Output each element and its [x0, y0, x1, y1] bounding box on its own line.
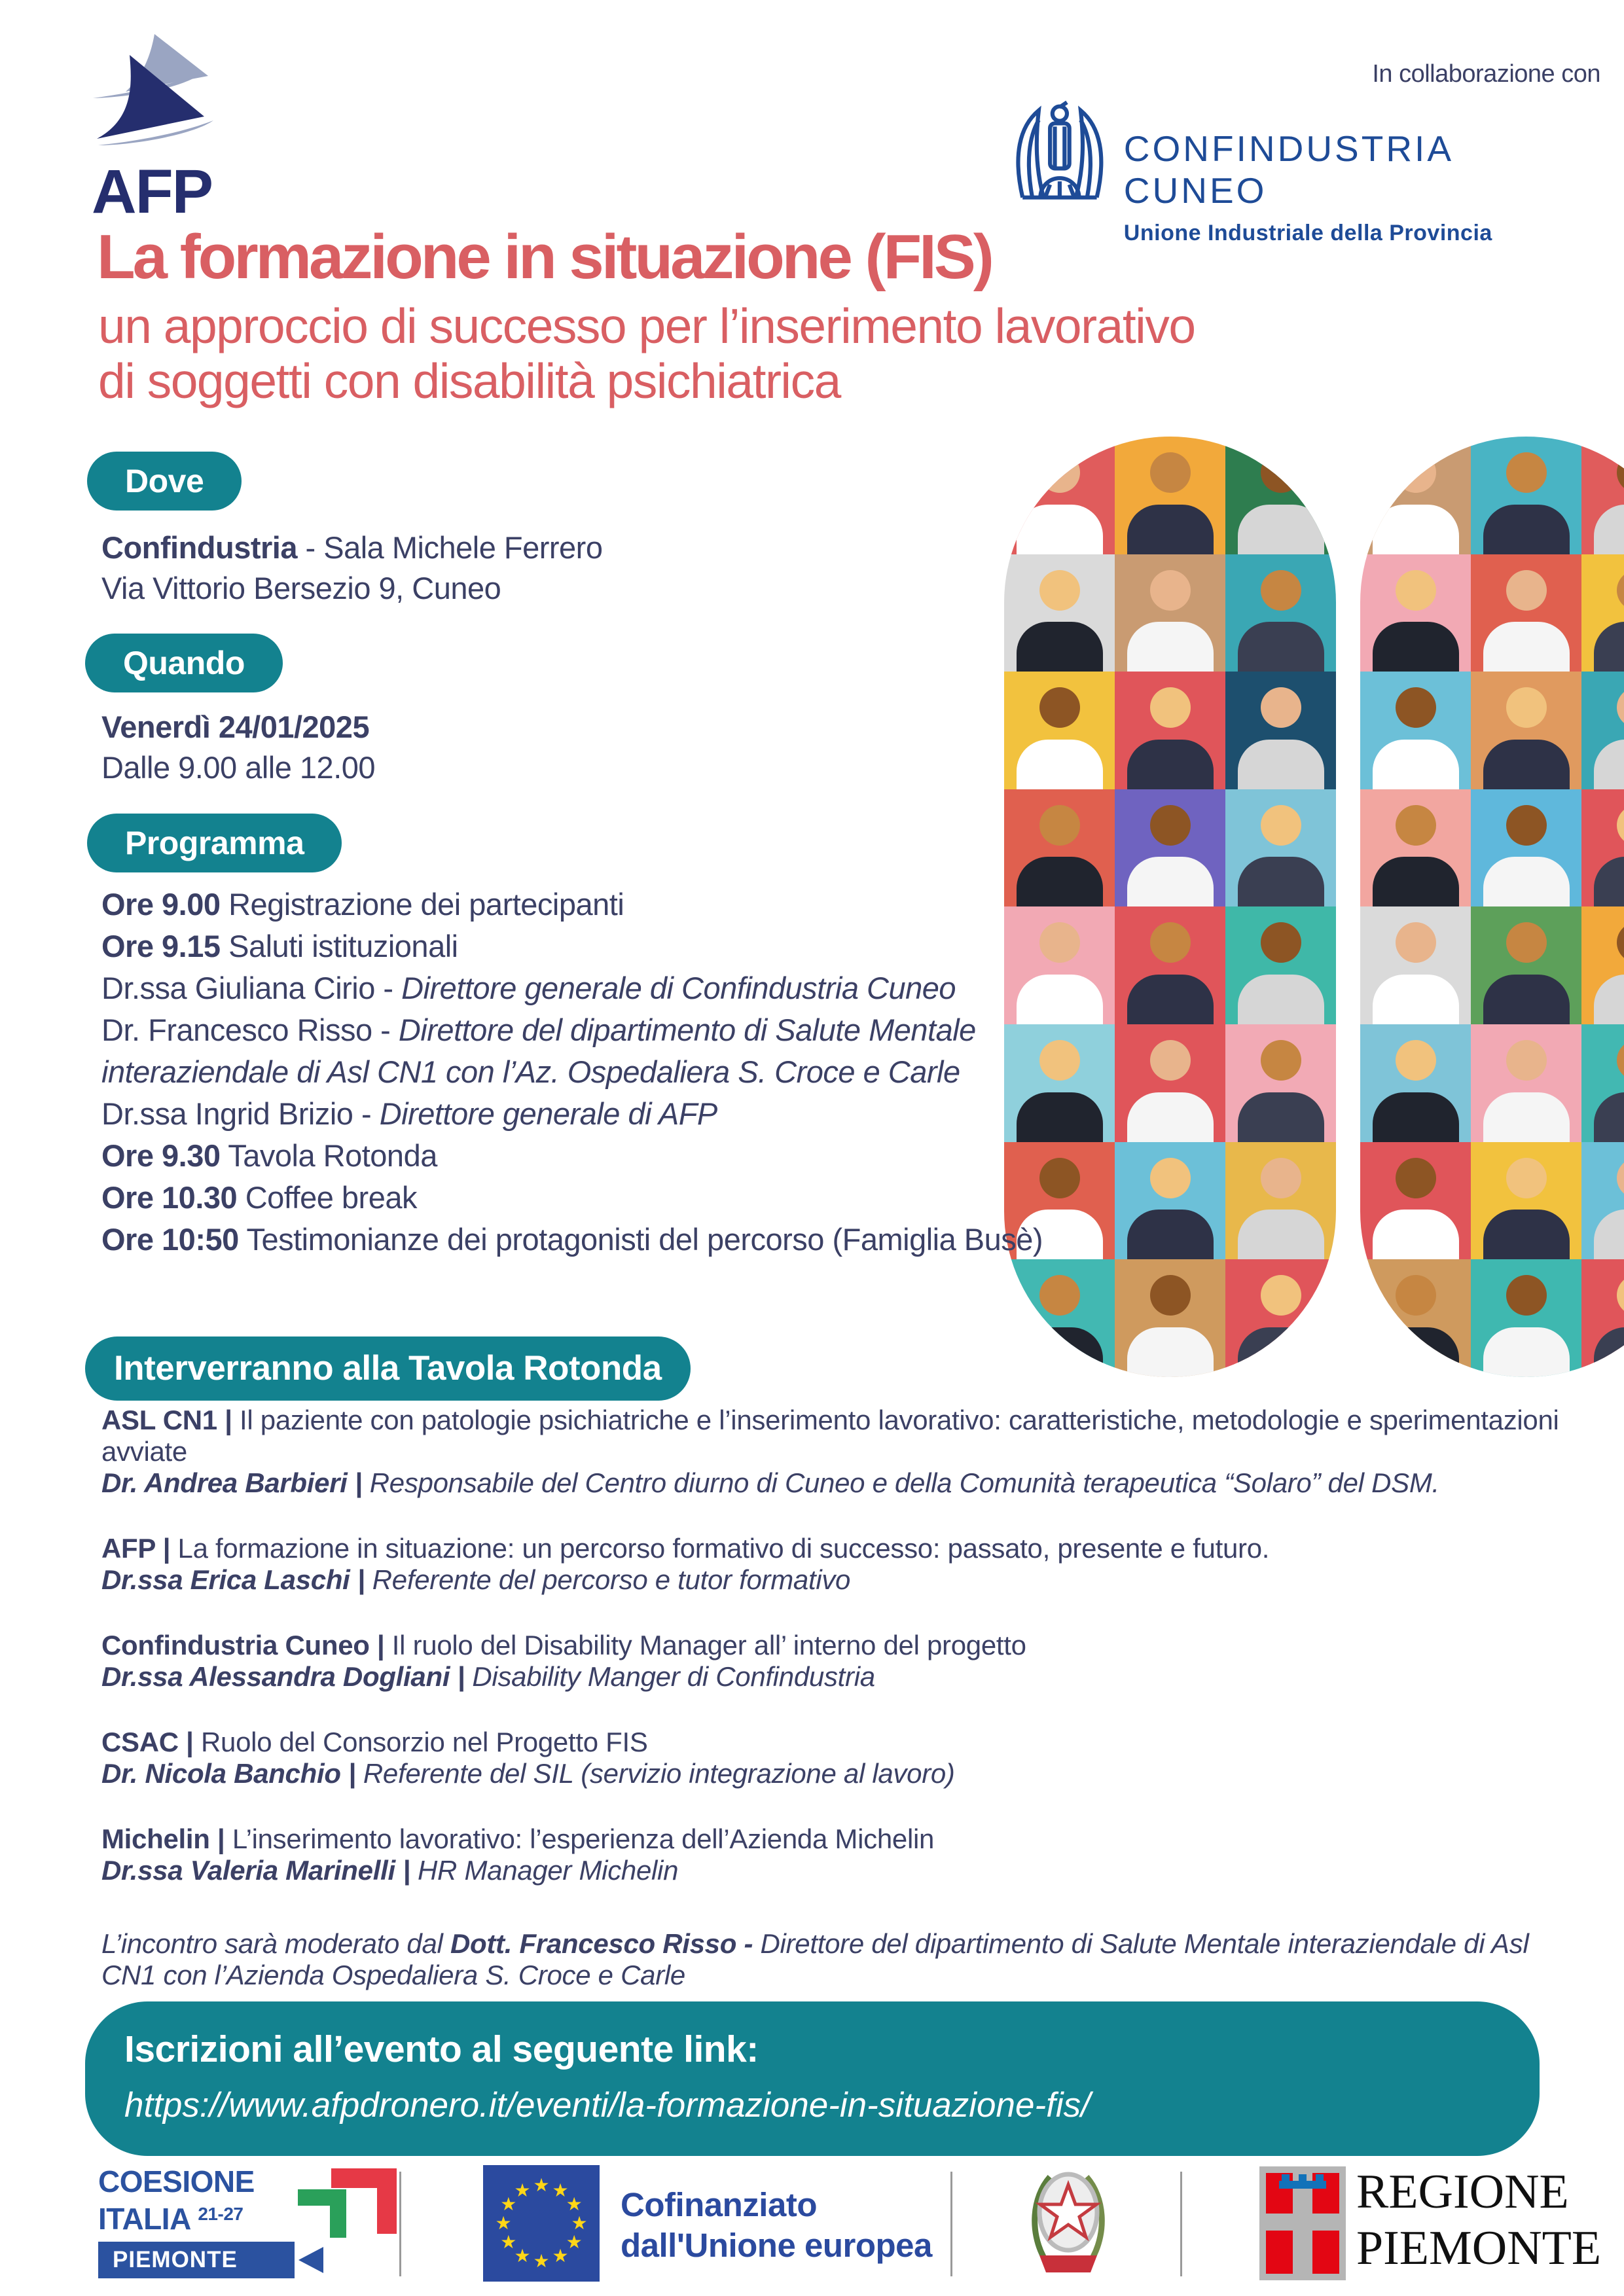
collaboration-block	[1011, 60, 1600, 246]
collage-photo-cell	[1471, 906, 1581, 1024]
eu-star-icon: ★	[566, 2194, 583, 2214]
venue-address: Via Vittorio Bersezio 9, Cuneo	[101, 571, 501, 605]
collage-photo-cell	[1225, 906, 1336, 1024]
venue-name: Confindustria	[101, 530, 297, 565]
eu-star-icon: ★	[500, 2194, 517, 2214]
coesione-line2: ITALIA $^{21-27}$	[98, 2202, 244, 2236]
photo-collage-right	[1360, 437, 1624, 1377]
eu-star-icon: ★	[514, 2179, 531, 2200]
afp-logo	[92, 33, 249, 236]
collage-photo-cell	[1004, 672, 1115, 789]
collage-photo-cell	[1004, 554, 1115, 672]
programma-list	[101, 884, 1090, 1261]
speaker-entry: Michelin | L’inserimento lavorativo: l’esperienza dell’Azienda Michelin Dr.ssa Valeria Marinelli | HR Manager Michelin	[101, 1823, 935, 1886]
collage-photo-cell	[1115, 437, 1225, 554]
afp-arrows-icon	[92, 33, 229, 157]
footer-divider	[950, 2172, 952, 2276]
collage-photo-cell	[1471, 672, 1581, 789]
eu-star-icon: ★	[571, 2213, 588, 2233]
speaker-entry: CSAC | Ruolo del Consorzio nel Progetto FIS Dr. Nicola Banchio | Referente del SIL (servizio integrazione al lavoro)	[101, 1727, 955, 1789]
collage-photo-cell	[1581, 554, 1624, 672]
eu-star-icon: ★	[566, 2232, 583, 2252]
piemonte-shield-icon	[1259, 2166, 1346, 2280]
collage-photo-cell	[1004, 1259, 1115, 1377]
collage-photo-cell	[1225, 437, 1336, 554]
collage-photo-cell	[1115, 672, 1225, 789]
collage-photo-cell	[1581, 906, 1624, 1024]
collage-photo-cell	[1581, 1142, 1624, 1260]
badge-programma: Programma	[87, 814, 342, 872]
badge-dove: Dove	[87, 452, 242, 511]
event-time: Dalle 9.00 alle 12.00	[101, 750, 376, 785]
collage-photo-cell	[1360, 554, 1471, 672]
collage-photo-cell	[1360, 1259, 1471, 1377]
collage-photo-cell	[1471, 1024, 1581, 1142]
eu-star-icon: ★	[533, 2175, 550, 2195]
collage-photo-cell	[1115, 1142, 1225, 1260]
datetime-block	[101, 707, 375, 788]
moderator-note: L’incontro sarà moderato dal Dott. Francesco Risso - Direttore del dipartimento di Salute Mentale interaziendale di Asl CN1 con l’Azienda Ospedaliera S. Croce e Carle	[101, 1928, 1529, 1990]
collage-photo-cell	[1115, 789, 1225, 907]
eu-star-icon: ★	[495, 2213, 512, 2233]
collage-photo-cell	[1471, 554, 1581, 672]
eu-star-icon: ★	[552, 2246, 569, 2267]
collage-photo-cell	[1360, 672, 1471, 789]
collage-photo-cell	[1225, 1142, 1336, 1260]
eu-star-icon: ★	[533, 2251, 550, 2271]
collage-photo-cell	[1225, 1259, 1336, 1377]
afp-logo-text: AFP	[92, 157, 212, 226]
collage-photo-cell	[1360, 789, 1471, 907]
collage-photo-cell	[1581, 1024, 1624, 1142]
footer-divider	[1180, 2172, 1182, 2276]
coesione-line1: COESIONE	[98, 2164, 255, 2198]
collage-photo-cell	[1115, 554, 1225, 672]
collage-photo-cell	[1225, 1024, 1336, 1142]
speaker-entry: AFP | La formazione in situazione: un percorso formativo di successo: passato, presente e futuro. Dr.ssa Erica Laschi | Referente del percorso e tutor formativo	[101, 1533, 1270, 1595]
regione-piemonte-label: REGIONE PIEMONTE	[1356, 2165, 1602, 2275]
collage-photo-cell	[1471, 1259, 1581, 1377]
speaker-entry: ASL CN1 | Il paziente con patologie psichiatriche e l’inserimento lavorativo: caratteristiche, metodologie e sperimentazioni avviate Dr. Andrea Barbieri | Responsabile del Centro diurno di Cuneo e della Comunità terapeutica “Solaro” del DSM.	[101, 1405, 1559, 1498]
eu-star-icon: ★	[500, 2232, 517, 2252]
collage-photo-cell	[1360, 906, 1471, 1024]
collage-photo-cell	[1360, 1142, 1471, 1260]
collage-photo-cell	[1225, 789, 1336, 907]
venue-block	[101, 528, 602, 609]
coesione-piemonte-banner: PIEMONTE	[98, 2242, 295, 2278]
venue-room: - Sala Michele Ferrero	[297, 530, 603, 565]
footer-divider	[399, 2172, 401, 2276]
venue-line	[101, 528, 602, 568]
coesione-logo	[98, 2165, 295, 2278]
registration-link[interactable]: https://www.afpdronero.it/eventi/la-formazione-in-situazione-fis/	[124, 2086, 1091, 2125]
badge-quando: Quando	[85, 634, 283, 692]
collage-photo-cell	[1581, 1259, 1624, 1377]
programma-item: Ore 9.00 Registrazione dei partecipanti Ore 9.15 Saluti istituzionali Dr.ssa Giuliana Cirio - Direttore generale di Confindustria Cuneo Dr. Francesco Risso - Direttore del dipartimento di Salute Mentale interaziendale di Asl CN1 con l’Az. Ospedaliera S. Croce e Carle Dr.ssa Ingrid Brizio - Direttore generale di AFP Ore 9.30 Tavola Rotonda Ore 10.30 Coffee break Ore 10:50 Testimonianze dei protagonisti del percorso (Famiglia Busè)	[101, 887, 1043, 1257]
speakers-list	[101, 1405, 1584, 1991]
collage-photo-cell	[1115, 906, 1225, 1024]
coesione-years: 21-27	[198, 2204, 244, 2224]
collage-photo-cell	[1360, 1024, 1471, 1142]
collage-photo-cell	[1581, 789, 1624, 907]
collage-photo-cell	[1225, 672, 1336, 789]
collage-photo-cell	[1581, 672, 1624, 789]
eu-star-icon: ★	[552, 2179, 569, 2200]
collage-photo-cell	[1471, 789, 1581, 907]
eu-cofinancing-label: Cofinanziato dall'Unione europea	[621, 2186, 932, 2264]
collage-photo-cell	[1004, 437, 1115, 554]
event-date: Venerdì 24/01/2025	[101, 709, 370, 744]
collage-photo-cell	[1471, 1142, 1581, 1260]
collage-photo-cell	[1115, 1259, 1225, 1377]
coesione-red-chevron-icon	[331, 2168, 397, 2234]
collage-photo-cell	[1581, 437, 1624, 554]
eu-star-icon: ★	[514, 2246, 531, 2267]
collage-photo-cell	[1225, 554, 1336, 672]
subtitle-line-1: un approccio di successo per l’inserimento lavorativo	[98, 298, 1195, 353]
confindustria-subtitle: Unione Industriale della Provincia	[1123, 221, 1492, 245]
confindustria-eagle-icon	[1011, 98, 1108, 206]
speaker-entry: Confindustria Cuneo | Il ruolo del Disability Manager all’ interno del progetto Dr.ssa Alessandra Dogliani | Disability Manger di Confindustria	[101, 1630, 1026, 1692]
confindustria-name: CONFINDUSTRIA CUNEO	[1123, 128, 1452, 211]
collaboration-label: In collaborazione con	[1372, 60, 1600, 88]
collage-photo-cell	[1360, 437, 1471, 554]
registration-banner	[85, 2001, 1540, 2156]
badge-tavola-rotonda: Interverranno alla Tavola Rotonda	[85, 1336, 691, 1401]
eu-flag-icon	[483, 2165, 600, 2282]
subtitle-line-2: di soggetti con disabilità psichiatrica	[98, 353, 840, 408]
italy-emblem-icon	[1029, 2159, 1108, 2284]
collage-photo-cell	[1115, 1024, 1225, 1142]
page-subtitle	[98, 298, 1195, 408]
collage-photo-cell	[1471, 437, 1581, 554]
registration-heading: Iscrizioni all’evento al seguente link:	[124, 2028, 759, 2070]
page-title: La formazione in situazione (FIS)	[97, 222, 992, 292]
